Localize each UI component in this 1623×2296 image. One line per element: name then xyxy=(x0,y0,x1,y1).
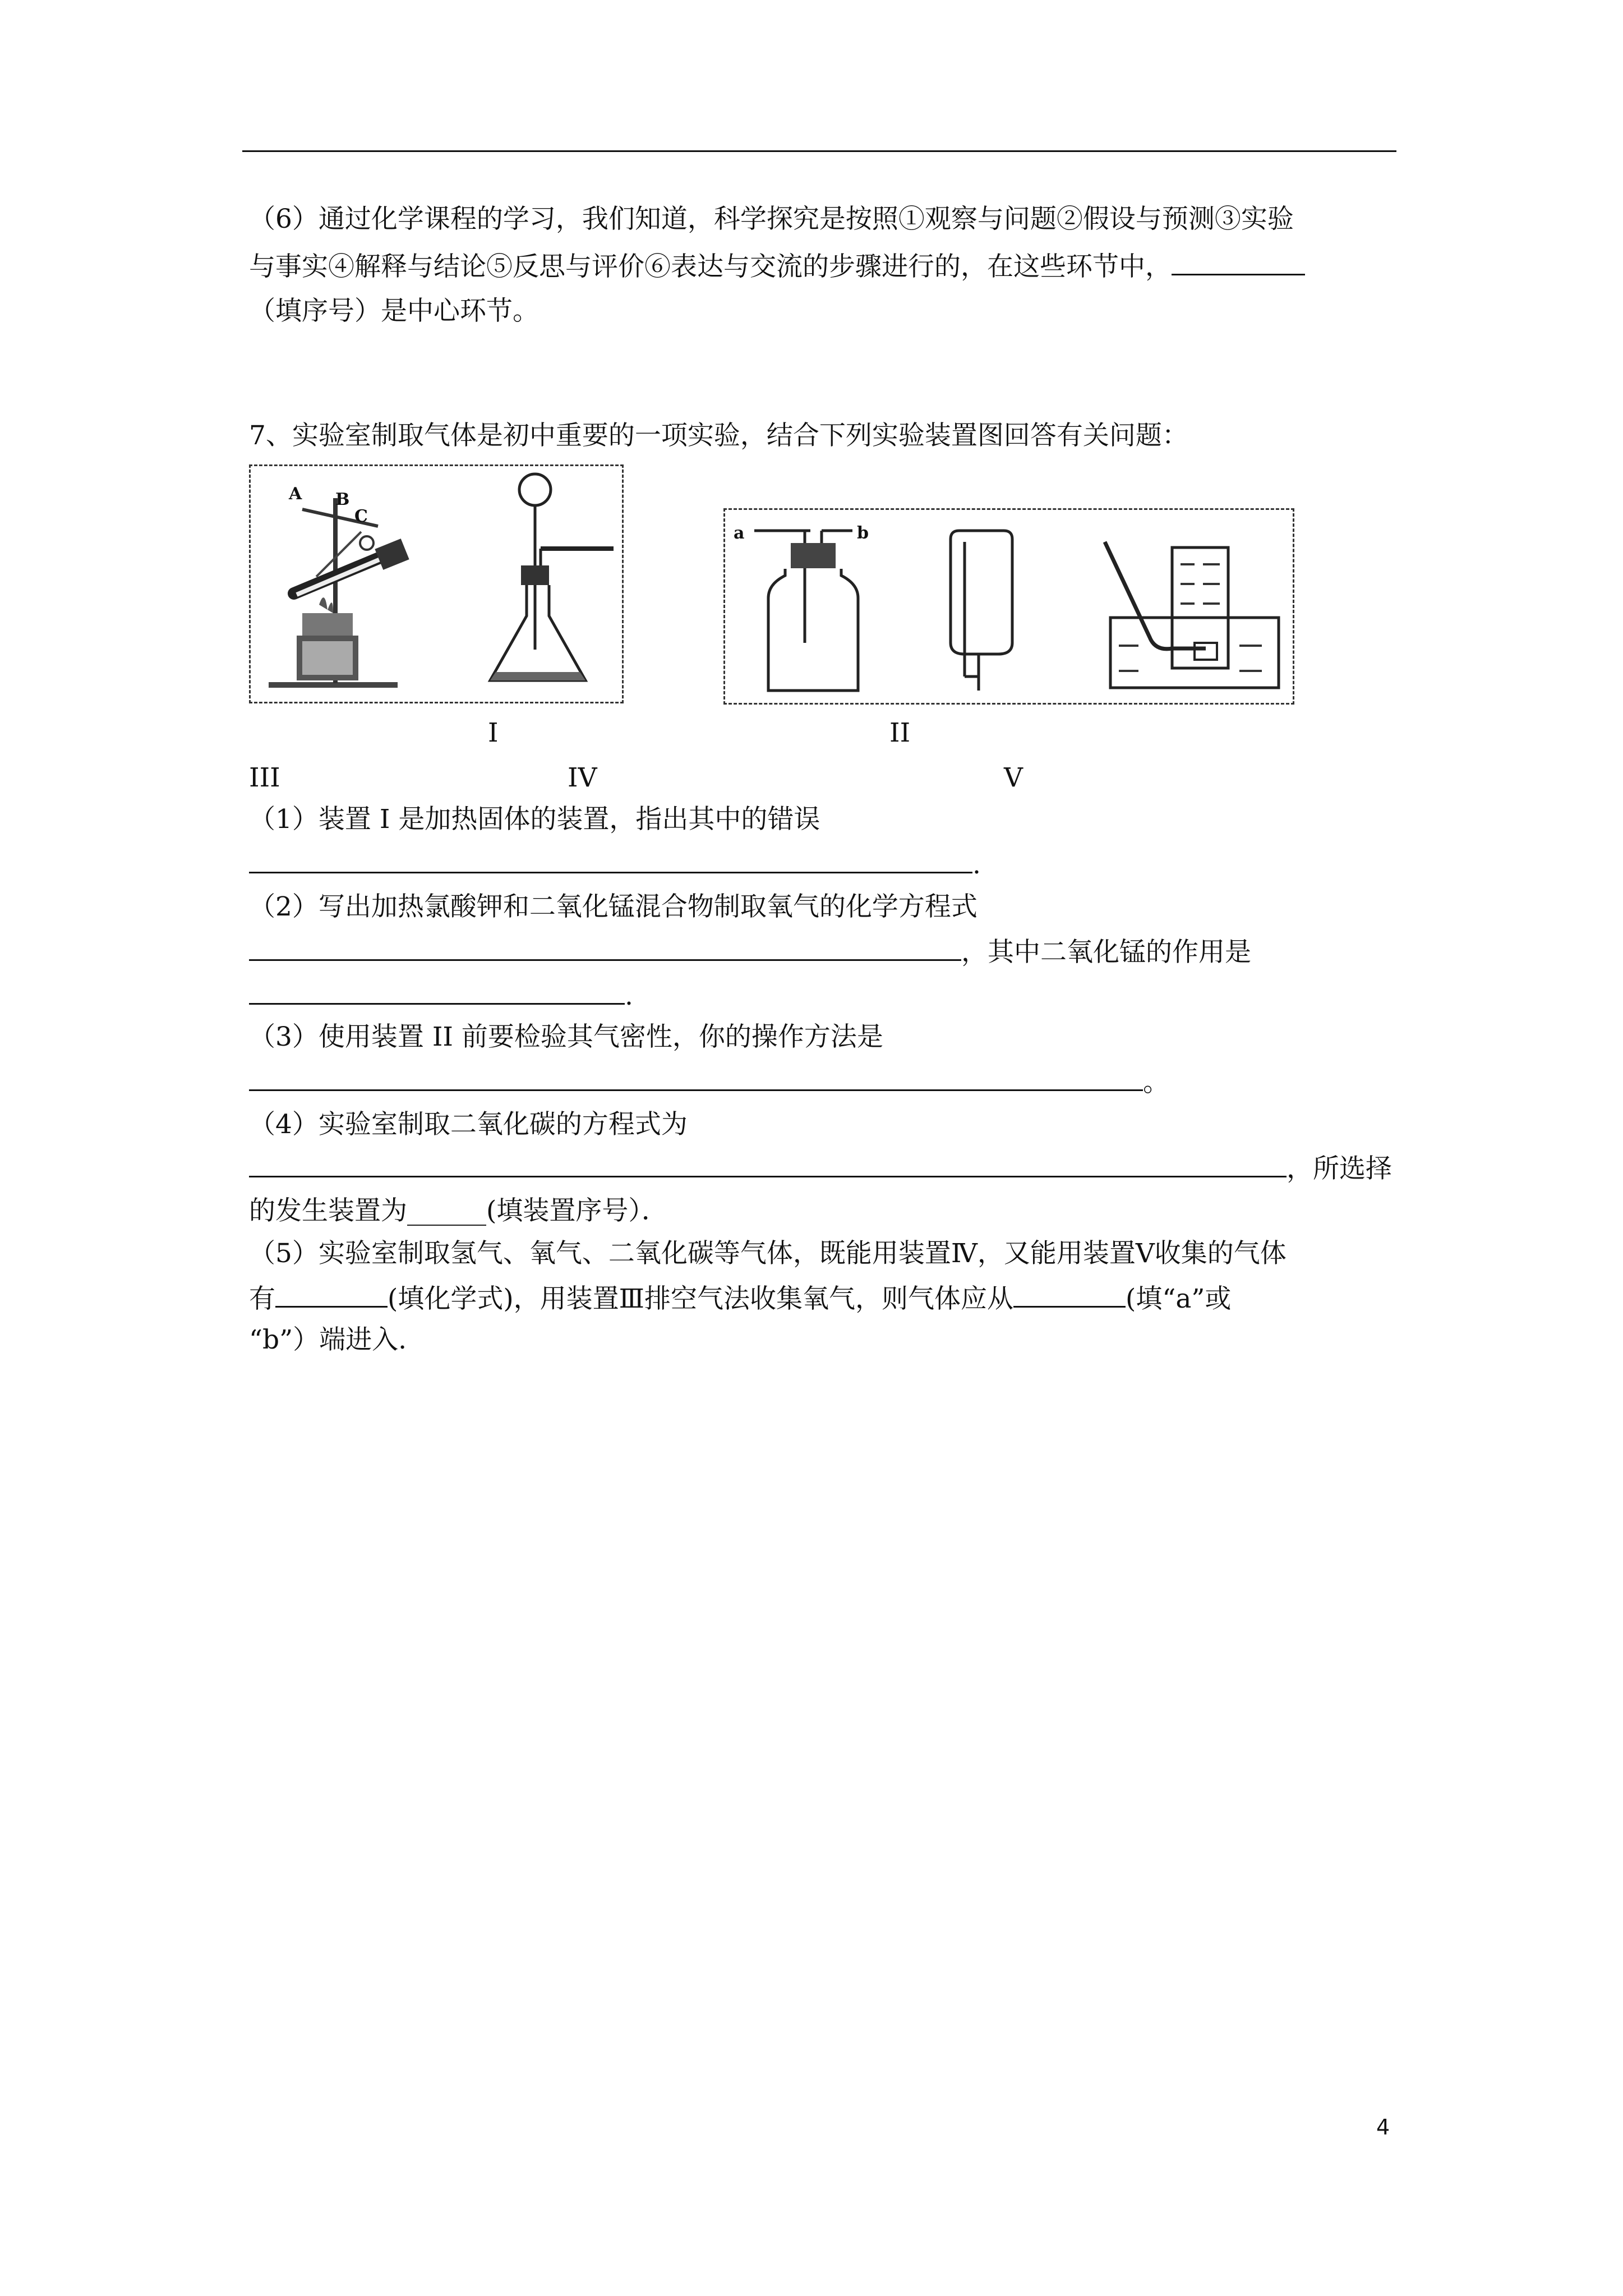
q7-p4-blank[interactable] xyxy=(249,1151,1287,1177)
q7-p5-line3: “b”）端进入. xyxy=(249,1324,407,1355)
q6-line2-text: 与事实④解释 xyxy=(249,251,407,282)
apparatus-i-ii-figure xyxy=(249,464,624,703)
q7-p5-line2c: (填“a”或 xyxy=(1126,1283,1232,1314)
q7-p5-line2a: 有 xyxy=(249,1283,275,1314)
q7-p1-end: . xyxy=(972,849,981,880)
fig-label-a-upper: A xyxy=(289,484,302,504)
q7-p5-line2 xyxy=(249,1281,1231,1315)
q7-p4-answer-line xyxy=(249,1151,1392,1185)
q7-p3: （3）使用装置 II 前要检验其气密性，你的操作方法是 xyxy=(249,1022,883,1052)
q7-p1-blank[interactable] xyxy=(249,847,972,873)
q6-line2 xyxy=(249,249,1305,283)
q7-p3-end: 。 xyxy=(1143,1067,1169,1098)
q7-p5-formula-blank[interactable] xyxy=(275,1281,388,1308)
q7-p5-line1: （5）实验室制取氢气、氧气、二氧化碳等气体，既能用装置Ⅳ，又能用装置Ⅴ收集的气体 xyxy=(249,1238,1287,1269)
device-label-i: I xyxy=(488,717,499,748)
q6-line3: （填序号）是中心环节。 xyxy=(249,296,539,326)
q6-answer-blank[interactable] xyxy=(1172,249,1305,275)
q7-p2-line3 xyxy=(249,978,633,1013)
fig-label-c-upper: C xyxy=(354,507,368,526)
q6-line2b-text: 与结论⑤反思与评价⑥表达与交流的步骤进行的，在这些环节中， xyxy=(407,251,1172,282)
header-rule xyxy=(242,150,1396,152)
q7-p1-answer-line xyxy=(249,847,981,881)
q6-line1: （6）通过化学课程的学习，我们知道，科学探究是按照①观察与问题②假设与预测③实验 xyxy=(249,204,1294,234)
fig-label-b: b xyxy=(857,523,869,543)
device-label-ii: II xyxy=(889,717,911,748)
q7-p2-role-blank[interactable] xyxy=(249,978,625,1005)
q7-p2-equation-blank[interactable] xyxy=(249,935,961,961)
apparatus-iii-iv-v-figure xyxy=(723,508,1294,705)
q7-p4: （4）实验室制取二氧化碳的方程式为 xyxy=(249,1109,688,1140)
device-label-iv: IV xyxy=(568,762,597,793)
device-label-v: V xyxy=(1004,762,1023,793)
fig-label-a: a xyxy=(734,523,745,543)
q7-p1: （1）装置 I 是加热固体的装置，指出其中的错误 xyxy=(249,804,820,835)
q7-p2-mid: ，其中二氧化锰的作用是 xyxy=(961,937,1251,968)
q7-p3-blank[interactable] xyxy=(249,1065,1143,1091)
fig-label-b-upper: B xyxy=(335,490,350,509)
q7-p5-line2b: (填化学式)，用装置Ⅲ排空气法收集氧气，则气体应从 xyxy=(388,1283,1013,1314)
q7-p4-mid: ，所选择 xyxy=(1287,1153,1392,1184)
device-label-iii: III xyxy=(249,762,280,793)
q7-p2-end: . xyxy=(625,981,633,1011)
q7-p2-answer-line xyxy=(249,935,1251,969)
q7-title: 7、实验室制取气体是初中重要的一项实验，结合下列实验装置图回答有关问题： xyxy=(249,420,1188,451)
q7-p5-end-blank[interactable] xyxy=(1013,1281,1126,1308)
q7-p3-answer-line xyxy=(249,1065,1169,1099)
q7-p2: （2）写出加热氯酸钾和二氧化锰混合物制取氧气的化学方程式 xyxy=(249,891,978,922)
page-number: 4 xyxy=(1376,2115,1390,2139)
q7-p4-line3: 的发生装置为______(填装置序号）． xyxy=(249,1195,668,1226)
